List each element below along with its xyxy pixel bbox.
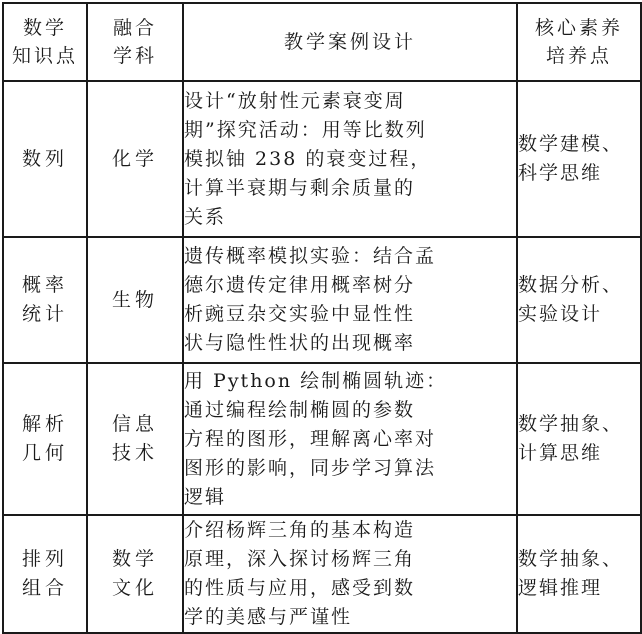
- header-row: [3, 3, 641, 81]
- core-cell: 数据分析、 实验设计: [517, 237, 641, 363]
- design-cell: 设计“放射性元素衰变周 期”探究活动：用等比数列 模拟铀 238 的衰变过程， 计算半衰期与剩余质量的 关系: [183, 81, 517, 237]
- table-row: [3, 515, 641, 633]
- knowledge-cell: 解析 几何: [3, 363, 87, 515]
- header-subject: 融合 学科: [87, 3, 183, 81]
- header-knowledge: 数学 知识点: [3, 3, 87, 81]
- teaching-case-table: [2, 2, 642, 634]
- knowledge-cell: 概率 统计: [3, 237, 87, 363]
- knowledge-cell: 排列 组合: [3, 515, 87, 633]
- design-cell: 介绍杨辉三角的基本构造 原理，深入探讨杨辉三角 的性质与应用，感受到数 学的美感与严谨性: [183, 515, 517, 633]
- header-core: 核心素养 培养点: [517, 3, 641, 81]
- subject-cell: 信息 技术: [87, 363, 183, 515]
- table-row: [3, 81, 641, 237]
- core-cell: 数学抽象、 计算思维: [517, 363, 641, 515]
- subject-cell: 化学: [87, 81, 183, 237]
- subject-cell: 数学 文化: [87, 515, 183, 633]
- header-design: 教学案例设计: [183, 3, 517, 81]
- table-row: [3, 363, 641, 515]
- core-cell: 数学建模、 科学思维: [517, 81, 641, 237]
- table-row: [3, 237, 641, 363]
- knowledge-cell: 数列: [3, 81, 87, 237]
- design-cell: 遗传概率模拟实验：结合孟 德尔遗传定律用概率树分 析豌豆杂交实验中显性性 状与隐性性状的出现概率: [183, 237, 517, 363]
- core-cell: 数学抽象、 逻辑推理: [517, 515, 641, 633]
- subject-cell: 生物: [87, 237, 183, 363]
- design-cell: 用 Python 绘制椭圆轨迹： 通过编程绘制椭圆的参数 方程的图形，理解离心率对 图形的影响，同步学习算法 逻辑: [183, 363, 517, 515]
